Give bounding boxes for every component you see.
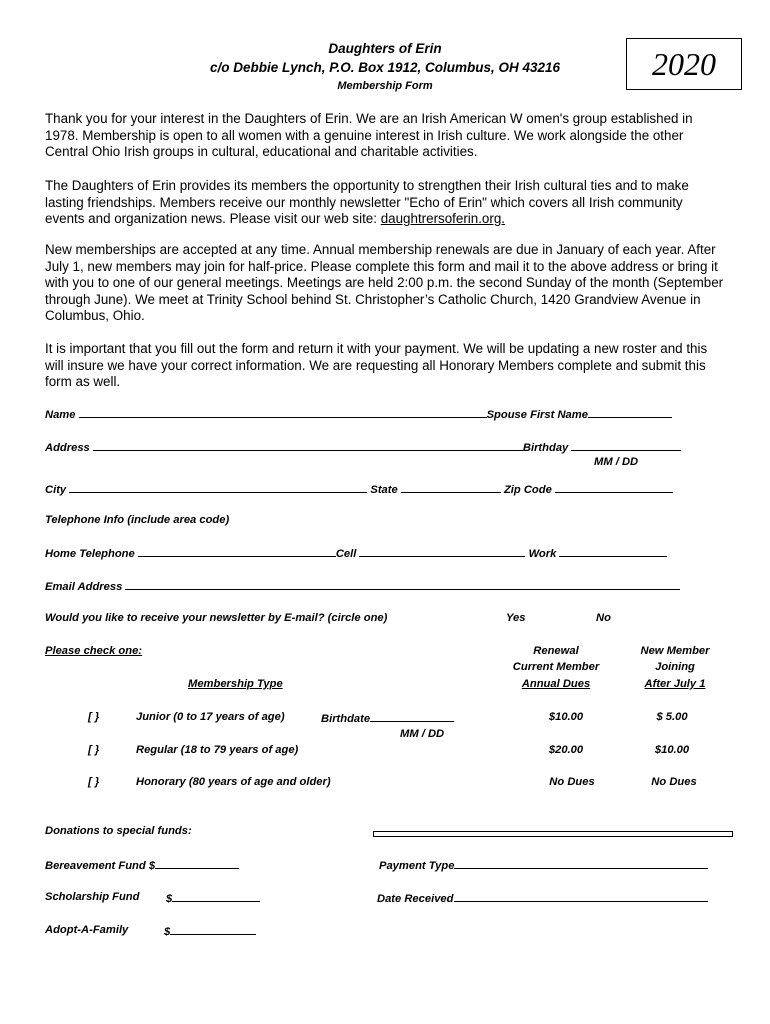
payment-type-label: Payment Type (379, 860, 455, 872)
renewal-header-1: Renewal (533, 645, 579, 657)
zip-label: Zip Code (503, 484, 552, 496)
regular-new-dues: $10.00 (654, 744, 690, 756)
junior-checkbox[interactable]: [ } (88, 711, 100, 723)
membership-type-header: Membership Type (188, 678, 283, 690)
junior-new-dues: $ 5.00 (656, 711, 688, 723)
birthdate-format: MM / DD (400, 728, 445, 740)
honorary-new-dues: No Dues (651, 776, 697, 788)
bereavement-label: Bereavement Fund $ (45, 860, 156, 872)
home-telephone-input[interactable] (138, 546, 336, 557)
telephone-info-label: Telephone Info (include area code) (45, 514, 230, 526)
bereavement-input[interactable] (155, 858, 239, 869)
state-label: State (370, 484, 398, 496)
adopt-family-label: Adopt-A-Family (45, 924, 129, 936)
address-row (45, 440, 681, 454)
birthdate-input[interactable] (370, 711, 454, 722)
newsletter-yes[interactable]: Yes (506, 612, 526, 624)
birthdate-row (321, 711, 454, 725)
phone-row (45, 546, 667, 560)
honorary-label: Honorary (80 years of age and older) (136, 776, 331, 788)
email-input[interactable] (125, 579, 680, 590)
adopt-family-dollar: $ (164, 926, 171, 938)
email-row (45, 579, 680, 593)
scholarship-amount (166, 891, 260, 905)
city-label: City (45, 484, 67, 496)
name-row (45, 407, 672, 421)
intro-paragraph: Thank you for your interest in the Daughters of Erin. We are an Irish American W omen's group established in 1978. Membership is open to all women with a genuine interest in Irish culture. We work alongside the other Central Ohio Irish groups in cultural, educational and charitable activities. (45, 111, 693, 159)
form-name: Membership Form (337, 80, 433, 92)
honorary-checkbox[interactable]: [ } (88, 776, 100, 788)
divider-box (373, 831, 733, 837)
honorary-renewal-dues: No Dues (549, 776, 595, 788)
junior-label: Junior (0 to 17 years of age) (136, 711, 285, 723)
spouse-input[interactable] (588, 407, 672, 418)
website-link[interactable]: daughtrersoferin.org. (380, 211, 506, 226)
newsletter-no[interactable]: No (596, 612, 611, 624)
newsletter-question: Would you like to receive your newsletter by E-mail? (circle one) (45, 612, 388, 624)
cell-input[interactable] (359, 546, 525, 557)
name-input[interactable] (79, 407, 487, 418)
donations-header: Donations to special funds: (45, 825, 192, 837)
new-member-header-2: Joining (655, 661, 695, 673)
junior-renewal-dues: $10.00 (548, 711, 584, 723)
payment-type-input[interactable] (454, 858, 708, 869)
scholarship-row (45, 891, 139, 903)
instructions-paragraph: It is important that you fill out the form and return it with your payment. We will be updating a new roster and this will insure we have your correct information. We are requesting all Honorary Members complete and submit this form as well. (45, 341, 708, 389)
renewal-header-2: Current Member (512, 661, 600, 673)
work-input[interactable] (559, 546, 667, 557)
benefits-text: The Daughters of Erin provides its members the opportunity to strengthen their Irish cultural ties and to make lasting friendships. Members receive our monthly newsletter "Echo of Erin" which covers all Irish community events and organization news. Please visit our web site: (45, 178, 689, 226)
adopt-family-input[interactable] (170, 924, 256, 935)
zip-input[interactable] (555, 482, 673, 493)
regular-renewal-dues: $20.00 (548, 744, 584, 756)
spouse-label: Spouse First Name (486, 409, 588, 421)
benefits-paragraph (45, 178, 725, 228)
scholarship-input[interactable] (172, 891, 260, 902)
new-member-header-3: After July 1 (644, 678, 706, 690)
address-input[interactable] (93, 440, 523, 451)
address-label: Address (45, 442, 90, 454)
scholarship-dollar: $ (166, 893, 173, 905)
birthday-input[interactable] (571, 440, 681, 451)
birthday-label: Birthday (522, 442, 569, 454)
work-label: Work (528, 548, 557, 560)
date-received-input[interactable] (454, 891, 708, 902)
birthday-format: MM / DD (594, 456, 639, 468)
city-row (45, 482, 673, 496)
name-label: Name (45, 409, 76, 421)
check-one-label: Please check one: (45, 645, 143, 657)
renewal-header-3: Annual Dues (521, 678, 591, 690)
meetings-paragraph: New memberships are accepted at any time. Annual membership renewals are due in January of each year. After July 1, new members may join for half-price. Please complete this form and mail it to the above address or bring it with you to one of our general meetings. Meetings are held 2:00 p.m. the second Sunday of the month (September through June). We meet at Trinity School behind St. Christopher’s Catholic Church, 1420 Grandview Avenue in Columbus, Ohio. (45, 242, 724, 323)
year-box: 2020 (626, 38, 742, 90)
email-label: Email Address (45, 581, 123, 593)
adopt-family-amount (164, 924, 256, 938)
cell-label: Cell (335, 548, 357, 560)
home-telephone-label: Home Telephone (45, 548, 135, 560)
date-received-label: Date Received (377, 893, 454, 905)
payment-type-row (379, 858, 708, 872)
date-received-row (377, 891, 708, 905)
new-member-header-1: New Member (640, 645, 710, 657)
birthdate-label: Birthdate (321, 713, 371, 725)
org-title: Daughters of Erin (328, 41, 442, 56)
scholarship-label: Scholarship Fund (45, 891, 140, 903)
regular-label: Regular (18 to 79 years of age) (136, 744, 299, 756)
state-input[interactable] (401, 482, 501, 493)
city-input[interactable] (69, 482, 367, 493)
regular-checkbox[interactable]: [ } (88, 744, 100, 756)
org-address: c/o Debbie Lynch, P.O. Box 1912, Columbus, OH 43216 (209, 60, 561, 75)
bereavement-row (45, 858, 239, 872)
